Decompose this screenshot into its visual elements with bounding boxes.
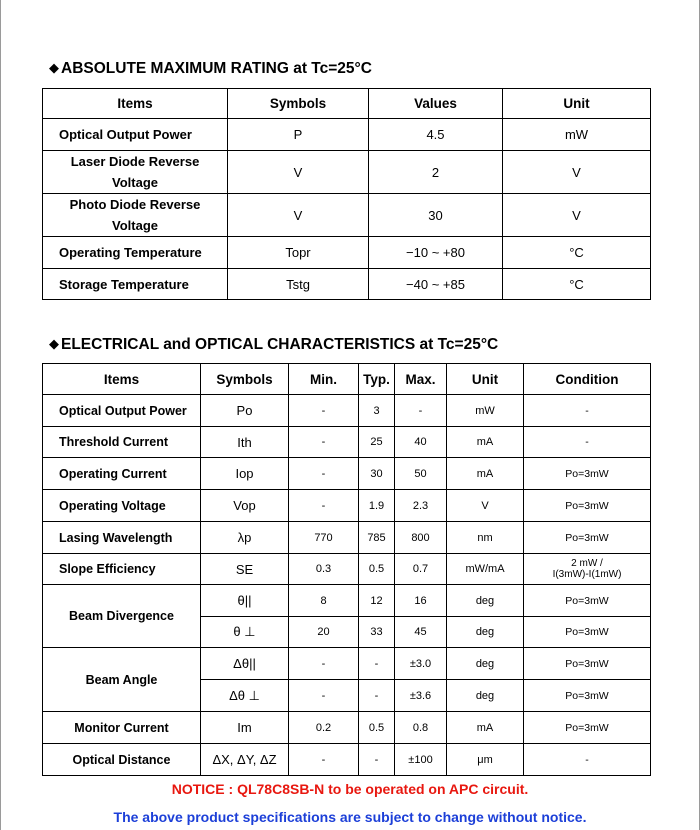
- row-symbol: λp: [201, 522, 289, 554]
- row-min: 0.3: [289, 554, 359, 585]
- header-unit: Unit: [447, 364, 524, 395]
- row-max: 45: [395, 617, 447, 648]
- header-symbols: Symbols: [228, 89, 369, 119]
- diamond-bullet-icon: ◆: [49, 60, 59, 75]
- apc-notice: NOTICE : QL78C8SB-N to be operated on APC circuit.: [171, 781, 529, 797]
- header-unit: Unit: [503, 89, 651, 119]
- row-item: [43, 151, 228, 194]
- header-min: Min.: [289, 364, 359, 395]
- row-unit: μm: [447, 744, 524, 776]
- header-max: Max.: [395, 364, 447, 395]
- page-border-left: [0, 0, 1, 830]
- row-item: Optical Output Power: [43, 119, 228, 151]
- table-row: [43, 269, 651, 300]
- table-row: [43, 151, 651, 194]
- row-max: 800: [395, 522, 447, 554]
- row-symbol: Po: [201, 395, 289, 427]
- table-row: [43, 458, 651, 490]
- row-condition: Po=3mW: [524, 522, 651, 554]
- row-symbol: Δθ ⊥: [201, 680, 289, 712]
- header-typ: Typ.: [359, 364, 395, 395]
- row-condition: [524, 554, 651, 585]
- row-condition-line1: 2 mW /: [571, 558, 603, 569]
- row-item: Optical Distance: [43, 744, 201, 776]
- row-typ: 12: [359, 585, 395, 617]
- row-condition: -: [524, 395, 651, 427]
- row-typ: 3: [359, 395, 395, 427]
- row-min: 8: [289, 585, 359, 617]
- table-row: [43, 585, 651, 617]
- row-typ: 33: [359, 617, 395, 648]
- section-title-electrical-optical: [49, 336, 498, 354]
- row-min: -: [289, 648, 359, 680]
- row-typ: 785: [359, 522, 395, 554]
- row-symbol: Iop: [201, 458, 289, 490]
- row-item: [43, 194, 228, 237]
- row-value: 4.5: [369, 119, 503, 151]
- row-unit: V: [503, 194, 651, 237]
- header-condition: Condition: [524, 364, 651, 395]
- row-max: 40: [395, 427, 447, 458]
- row-max: 50: [395, 458, 447, 490]
- spec-change-disclaimer: The above product specifications are subject to change without notice.: [113, 809, 587, 825]
- row-unit: mA: [447, 427, 524, 458]
- row-unit: mW: [503, 119, 651, 151]
- row-condition: Po=3mW: [524, 458, 651, 490]
- row-unit: mA: [447, 458, 524, 490]
- row-min: -: [289, 680, 359, 712]
- section2-title-text: ELECTRICAL and OPTICAL CHARACTERISTICS at Tc=25°C: [61, 336, 499, 353]
- row-value: −40 ~ +85: [369, 269, 503, 300]
- row-condition: Po=3mW: [524, 617, 651, 648]
- row-symbol: V: [228, 194, 369, 237]
- row-symbol: P: [228, 119, 369, 151]
- row-min: 770: [289, 522, 359, 554]
- table-row: [43, 237, 651, 269]
- header-values: Values: [369, 89, 503, 119]
- row-symbol: θ ⊥: [201, 617, 289, 648]
- table-row: [43, 194, 651, 237]
- row-unit: V: [503, 151, 651, 194]
- section-title-absolute-max: [49, 60, 372, 78]
- row-min: -: [289, 458, 359, 490]
- row-unit: mA: [447, 712, 524, 744]
- row-item: Operating Temperature: [43, 237, 228, 269]
- diamond-bullet-icon: ◆: [49, 336, 59, 351]
- row-max: 16: [395, 585, 447, 617]
- row-item: Optical Output Power: [43, 395, 201, 427]
- row-item-line1: Photo Diode Reverse: [69, 197, 201, 212]
- row-item: Operating Current: [43, 458, 201, 490]
- row-max: -: [395, 395, 447, 427]
- table-row: [43, 119, 651, 151]
- row-unit: deg: [447, 680, 524, 712]
- row-symbol: Ith: [201, 427, 289, 458]
- row-min: -: [289, 744, 359, 776]
- row-typ: 25: [359, 427, 395, 458]
- row-typ: 0.5: [359, 554, 395, 585]
- row-unit: V: [447, 490, 524, 522]
- row-unit: °C: [503, 269, 651, 300]
- row-min: -: [289, 427, 359, 458]
- row-condition: -: [524, 427, 651, 458]
- row-value: 2: [369, 151, 503, 194]
- row-item: Storage Temperature: [43, 269, 228, 300]
- table-row: [43, 554, 651, 585]
- table-row: [43, 427, 651, 458]
- row-symbol: θ||: [201, 585, 289, 617]
- row-min: -: [289, 490, 359, 522]
- row-max: 0.8: [395, 712, 447, 744]
- table-header-row: [43, 364, 651, 395]
- row-min: -: [289, 395, 359, 427]
- row-item-line2: Voltage: [112, 175, 158, 190]
- row-unit: °C: [503, 237, 651, 269]
- row-symbol: ΔX, ΔY, ΔZ: [201, 744, 289, 776]
- row-item: Operating Voltage: [43, 490, 201, 522]
- table-row: [43, 648, 651, 680]
- row-item: Monitor Current: [43, 712, 201, 744]
- row-item-line2: Voltage: [112, 218, 158, 233]
- table-row: [43, 712, 651, 744]
- row-max: 2.3: [395, 490, 447, 522]
- row-item: Lasing Wavelength: [43, 522, 201, 554]
- row-max: ±100: [395, 744, 447, 776]
- row-max: ±3.0: [395, 648, 447, 680]
- electrical-optical-table: [42, 363, 651, 776]
- row-condition-line2: I(3mW)-I(1mW): [552, 569, 622, 580]
- table-row: [43, 395, 651, 427]
- row-min: 0.2: [289, 712, 359, 744]
- row-min: 20: [289, 617, 359, 648]
- row-typ: -: [359, 680, 395, 712]
- header-symbols: Symbols: [201, 364, 289, 395]
- table-header-row: [43, 89, 651, 119]
- row-unit: mW: [447, 395, 524, 427]
- row-symbol: Δθ||: [201, 648, 289, 680]
- row-condition: Po=3mW: [524, 585, 651, 617]
- row-symbol: Topr: [228, 237, 369, 269]
- row-typ: -: [359, 744, 395, 776]
- section1-title-text: ABSOLUTE MAXIMUM RATING at Tc=25°C: [61, 60, 372, 77]
- row-typ: 30: [359, 458, 395, 490]
- row-unit: nm: [447, 522, 524, 554]
- row-condition: Po=3mW: [524, 712, 651, 744]
- row-symbol: Vop: [201, 490, 289, 522]
- row-value: 30: [369, 194, 503, 237]
- row-typ: 0.5: [359, 712, 395, 744]
- row-item: Beam Divergence: [43, 585, 201, 648]
- row-symbol: SE: [201, 554, 289, 585]
- row-unit: deg: [447, 585, 524, 617]
- row-item-line1: Laser Diode Reverse: [70, 154, 200, 169]
- row-unit: mW/mA: [447, 554, 524, 585]
- header-items: Items: [43, 89, 228, 119]
- row-condition: Po=3mW: [524, 680, 651, 712]
- row-condition: -: [524, 744, 651, 776]
- row-condition: Po=3mW: [524, 648, 651, 680]
- row-max: ±3.6: [395, 680, 447, 712]
- table-row: [43, 490, 651, 522]
- row-symbol: Tstg: [228, 269, 369, 300]
- row-value: −10 ~ +80: [369, 237, 503, 269]
- row-condition: Po=3mW: [524, 490, 651, 522]
- row-symbol: Im: [201, 712, 289, 744]
- row-unit: deg: [447, 617, 524, 648]
- row-item: Threshold Current: [43, 427, 201, 458]
- row-symbol: V: [228, 151, 369, 194]
- row-typ: 1.9: [359, 490, 395, 522]
- table-row: [43, 522, 651, 554]
- row-max: 0.7: [395, 554, 447, 585]
- row-item: Beam Angle: [43, 648, 201, 712]
- row-item: Slope Efficiency: [43, 554, 201, 585]
- row-typ: -: [359, 648, 395, 680]
- row-unit: deg: [447, 648, 524, 680]
- absolute-max-rating-table: [42, 88, 651, 300]
- table-row: [43, 744, 651, 776]
- header-items: Items: [43, 364, 201, 395]
